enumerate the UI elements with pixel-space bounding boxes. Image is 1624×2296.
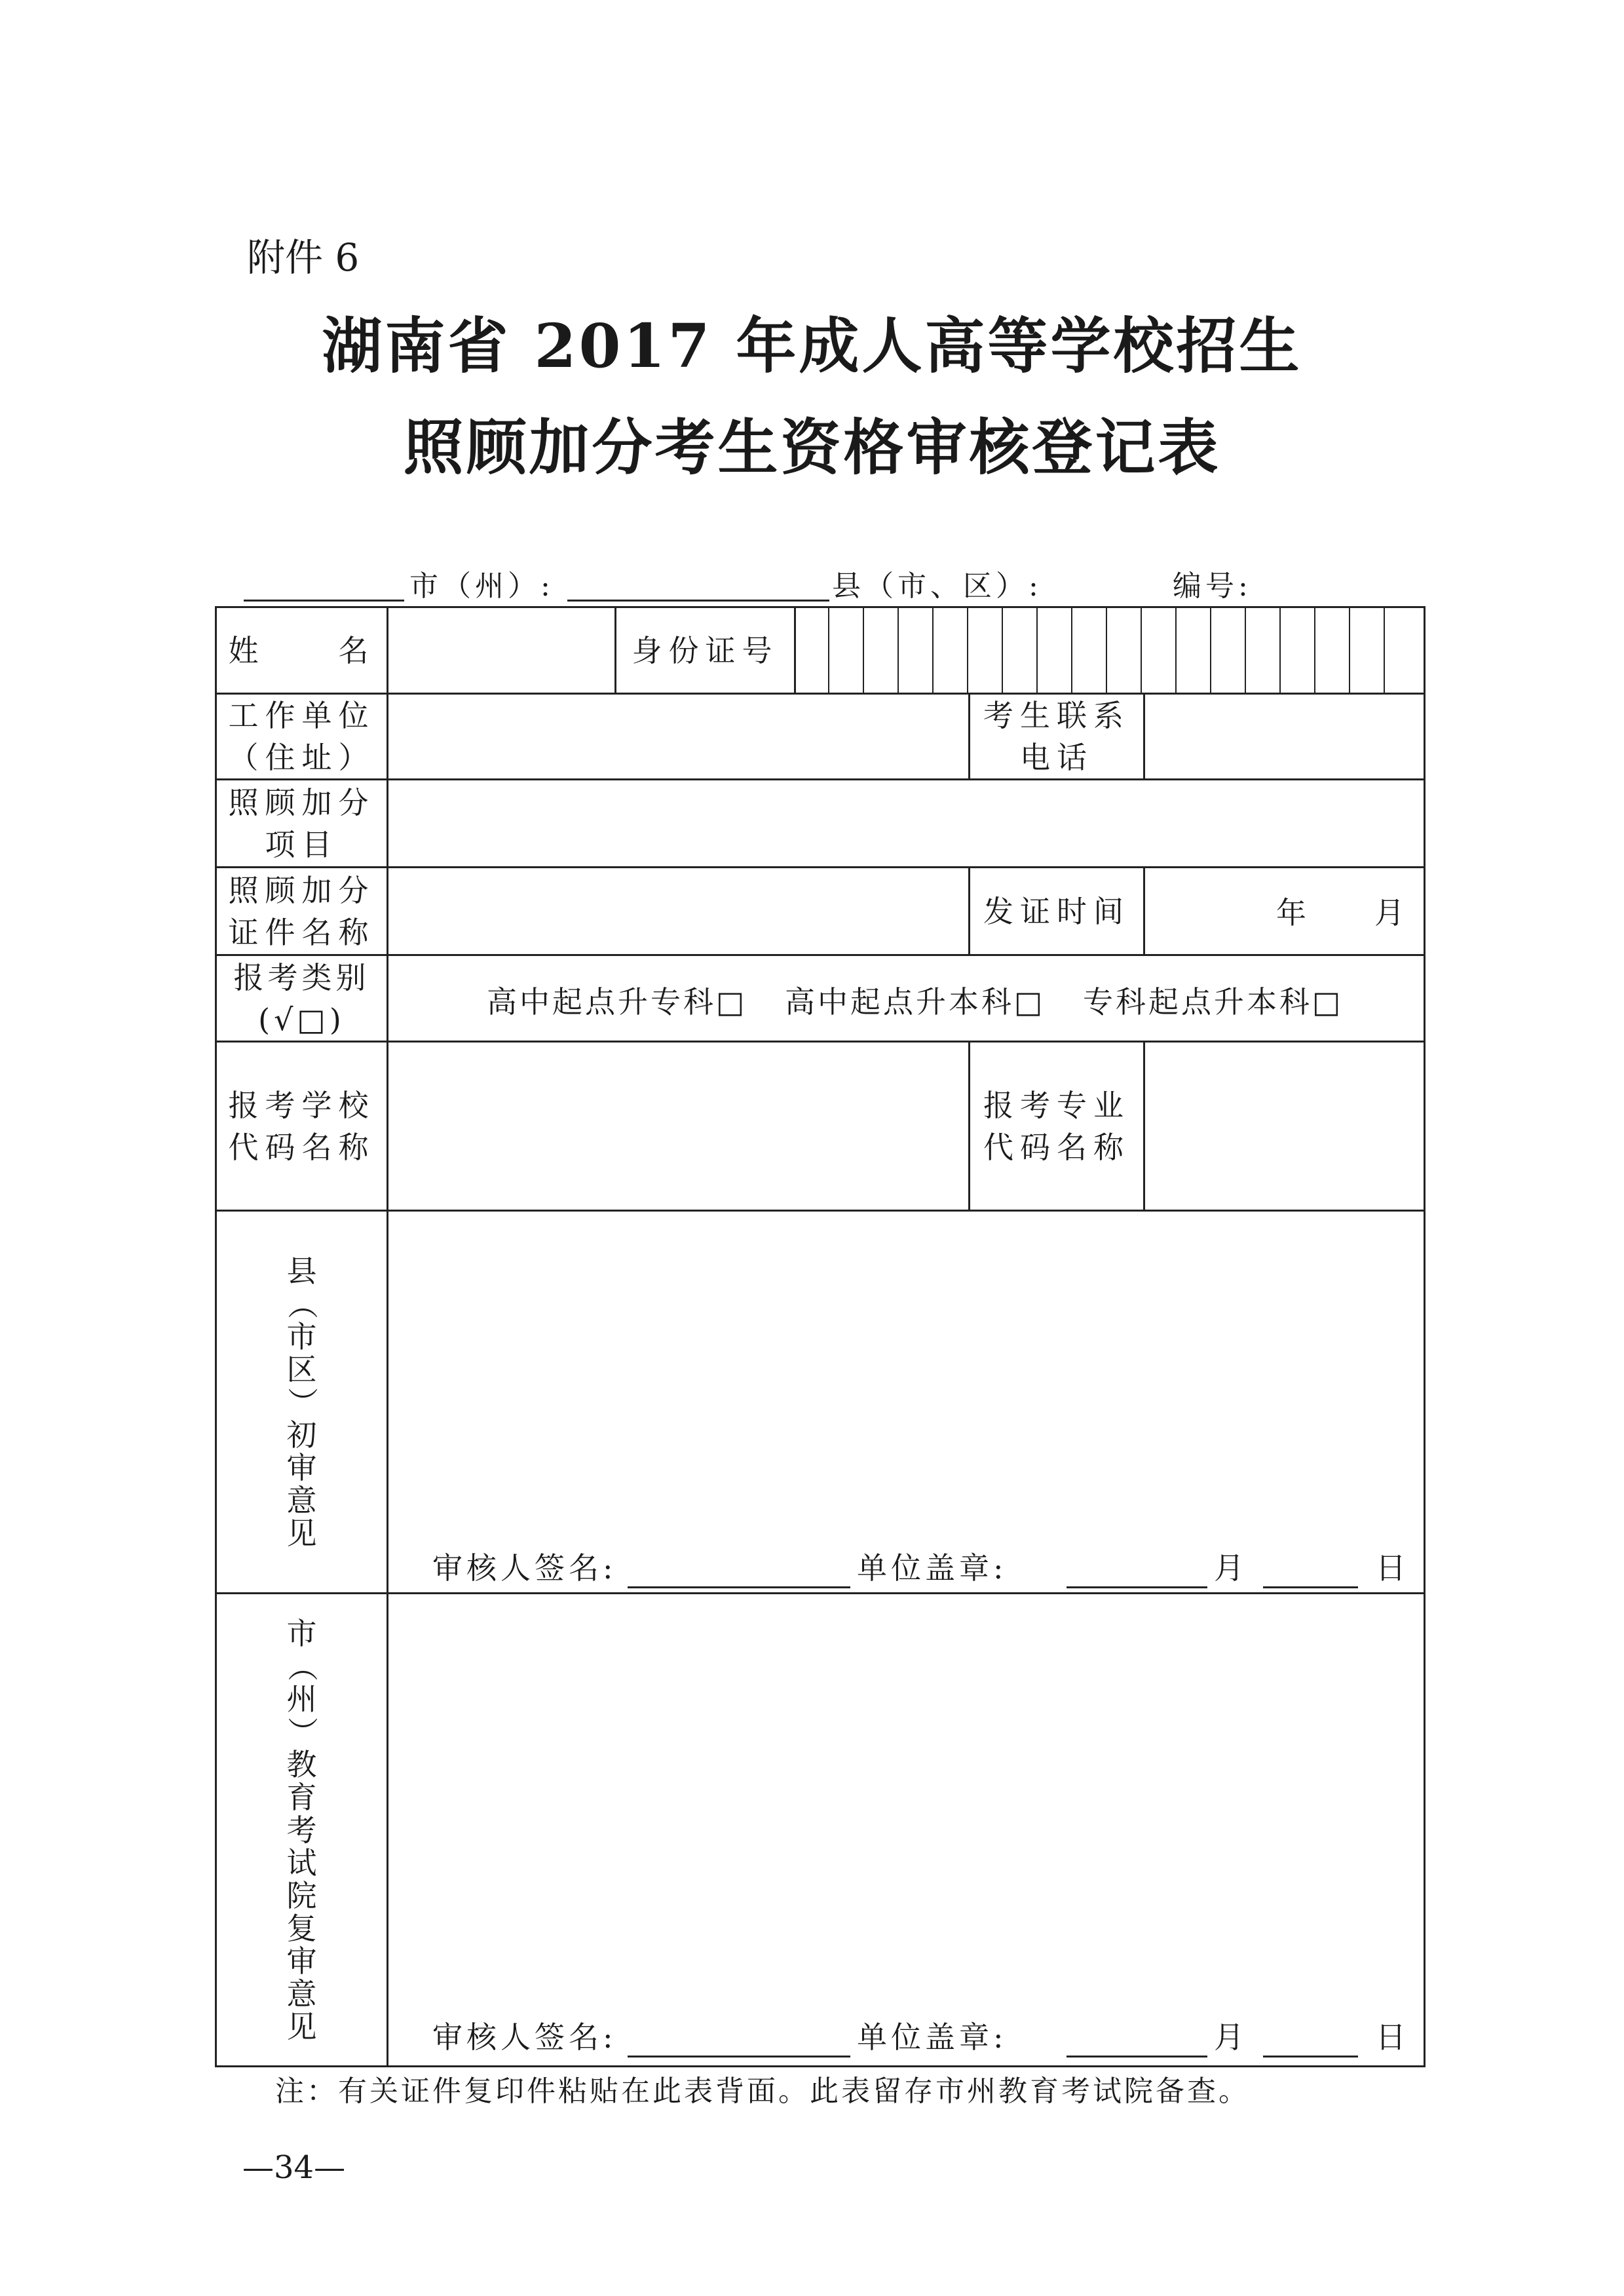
form-title-line1: 湖南省 2017 年成人高等学校招生 xyxy=(322,311,1302,381)
county-label: 县（市、区）: xyxy=(832,569,1042,603)
name-label: 姓 名 xyxy=(228,632,375,668)
city-review-field[interactable] xyxy=(388,1594,1424,2065)
category-option-bachelor[interactable]: 高中起点升本科□ xyxy=(785,984,1046,1020)
cert-name-label xyxy=(217,868,387,954)
number-label: 编号: xyxy=(1173,569,1252,603)
phone-label xyxy=(970,695,1143,778)
school-label-line2: 代码名称 xyxy=(228,1129,375,1165)
major-field[interactable] xyxy=(1145,1043,1424,1210)
city-blank[interactable] xyxy=(244,600,404,602)
vertical-char: 初 xyxy=(286,1417,317,1453)
vertical-char: （ xyxy=(284,1651,320,1681)
category-option-specialist[interactable]: 高中起点升专科□ xyxy=(487,984,747,1020)
city-seal-label: 单位盖章: xyxy=(857,2019,1008,2055)
work-unit-field[interactable] xyxy=(388,695,968,778)
vertical-char: 院 xyxy=(286,1877,317,1913)
form-title-line2: 照顾加分考生资格审核登记表 xyxy=(403,412,1221,483)
county-reviewer-blank[interactable] xyxy=(628,1586,850,1588)
vertical-char: ） xyxy=(284,1716,320,1747)
vertical-char: 意 xyxy=(286,1976,317,2012)
major-label-line1: 报考专业 xyxy=(983,1087,1130,1123)
vertical-char: ） xyxy=(284,1387,320,1417)
vertical-char: 市 xyxy=(286,1615,317,1651)
issue-time-label: 发证时间 xyxy=(983,893,1130,929)
county-month-blank[interactable] xyxy=(1067,1586,1207,1588)
county-day-label: 日 xyxy=(1376,1550,1410,1586)
category-label-line2: (√□) xyxy=(258,1001,345,1037)
vertical-char: 审 xyxy=(286,1943,317,1979)
name-field[interactable] xyxy=(388,608,614,693)
id-number-field[interactable] xyxy=(796,608,1424,693)
issue-time-field[interactable] xyxy=(1145,868,1424,954)
cert-name-label-line1: 照顾加分 xyxy=(228,872,375,908)
vertical-char: 试 xyxy=(286,1845,317,1881)
county-review-label xyxy=(217,1212,387,1592)
county-seal-label: 单位盖章: xyxy=(857,1550,1008,1586)
city-label: 市（州）: xyxy=(409,569,554,603)
bonus-item-field[interactable] xyxy=(388,780,1424,866)
footnote: 注：有关证件复印件粘贴在此表背面。此表留存市州教育考试院备查。 xyxy=(275,2075,1250,2108)
vertical-char: 见 xyxy=(286,1515,317,1551)
vertical-char: 区 xyxy=(286,1351,317,1387)
work-unit-label xyxy=(217,695,387,778)
cert-name-label-line2: 证件名称 xyxy=(228,914,375,950)
vertical-char: 市 xyxy=(286,1318,317,1354)
vertical-char: 审 xyxy=(286,1449,317,1485)
vertical-char: 复 xyxy=(286,1910,317,1946)
county-blank[interactable] xyxy=(567,600,829,602)
bonus-item-label-line1: 照顾加分 xyxy=(228,784,375,820)
phone-field[interactable] xyxy=(1145,695,1424,778)
vertical-char: 考 xyxy=(286,1812,317,1848)
work-unit-label-line2: （住址） xyxy=(228,740,375,775)
vertical-char: （ xyxy=(284,1288,320,1319)
category-label-line1: 报考类别 xyxy=(233,959,370,995)
vertical-char: 县 xyxy=(286,1253,317,1289)
county-day-blank[interactable] xyxy=(1263,1586,1358,1588)
city-reviewer-label: 审核人签名: xyxy=(432,2019,617,2055)
county-month-label: 月 xyxy=(1214,1550,1248,1586)
bonus-item-label-line2: 项目 xyxy=(265,826,339,862)
city-month-label: 月 xyxy=(1214,2019,1248,2055)
school-label xyxy=(217,1043,387,1210)
city-reviewer-blank[interactable] xyxy=(628,2056,850,2057)
vertical-char: 州 xyxy=(286,1681,317,1717)
city-day-blank[interactable] xyxy=(1263,2056,1358,2057)
county-review-field[interactable] xyxy=(388,1212,1424,1592)
county-reviewer-label: 审核人签名: xyxy=(432,1550,617,1586)
month-label: 月 xyxy=(1374,895,1405,930)
city-review-label xyxy=(217,1594,387,2065)
phone-label-line2: 电话 xyxy=(1020,740,1093,775)
cert-name-field[interactable] xyxy=(388,868,968,954)
vertical-char: 教 xyxy=(286,1746,317,1782)
vertical-char: 育 xyxy=(286,1779,317,1815)
major-label-line2: 代码名称 xyxy=(983,1129,1130,1165)
school-label-line1: 报考学校 xyxy=(228,1087,375,1123)
bonus-item-label xyxy=(217,780,387,866)
year-label: 年 xyxy=(1276,895,1306,930)
id-number-label: 身份证号 xyxy=(632,632,779,668)
phone-label-line1: 考生联系 xyxy=(983,698,1130,733)
category-option-upgrade[interactable]: 专科起点升本科□ xyxy=(1083,984,1344,1020)
work-unit-label-line1: 工作单位 xyxy=(228,698,375,733)
page-number: —34— xyxy=(242,2149,346,2186)
city-month-blank[interactable] xyxy=(1067,2056,1207,2057)
vertical-char: 意 xyxy=(286,1482,317,1518)
attachment-label: 附件 6 xyxy=(247,235,360,280)
city-day-label: 日 xyxy=(1376,2019,1410,2055)
category-label xyxy=(217,956,387,1041)
category-options xyxy=(388,956,1424,1041)
major-label xyxy=(970,1043,1143,1210)
vertical-char: 见 xyxy=(286,2008,317,2044)
school-field[interactable] xyxy=(388,1043,968,1210)
